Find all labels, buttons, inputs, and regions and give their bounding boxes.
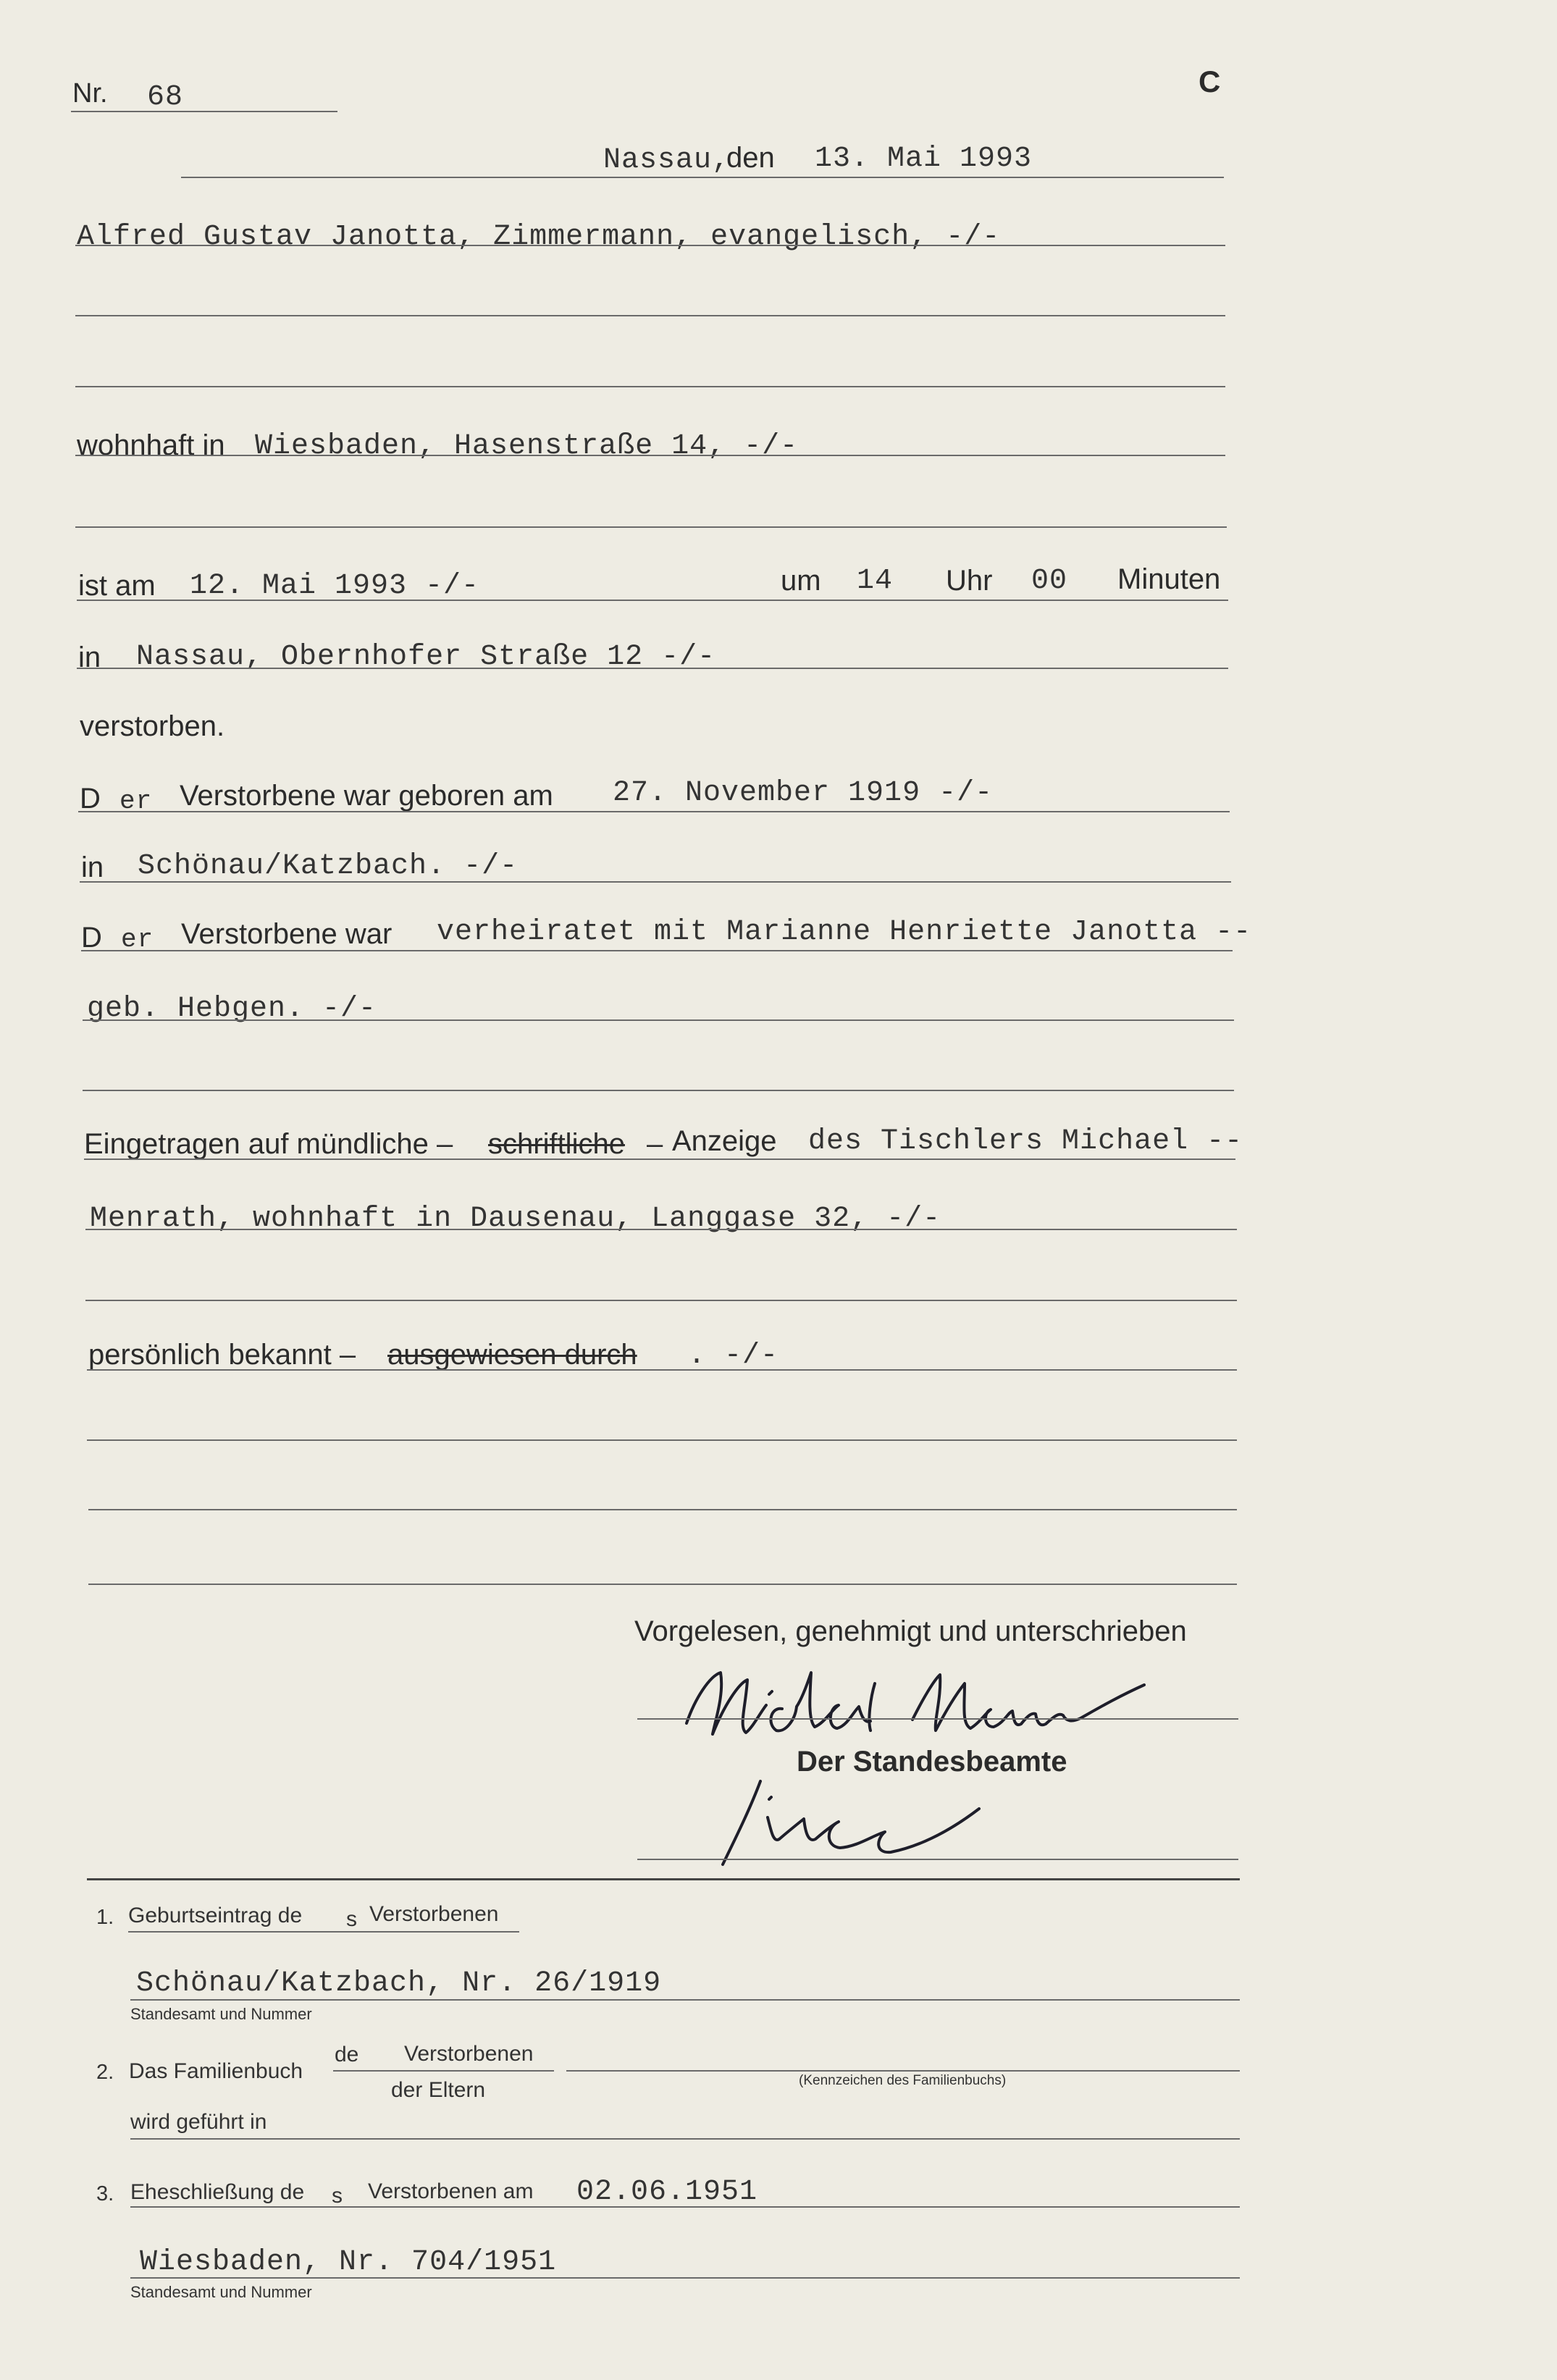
read-approved-label: Vorgelesen, genehmigt und unterschrieben xyxy=(634,1615,1187,1647)
death-place: Nassau, Obernhofer Straße 12 -/- xyxy=(136,641,716,673)
identity-struck-option: ausgewiesen durch xyxy=(387,1339,637,1371)
death-place-line xyxy=(77,668,1228,669)
birth-text: Verstorbene war geboren am xyxy=(180,780,553,812)
identity-value: . -/- xyxy=(688,1340,779,1372)
nr-label: Nr. xyxy=(72,78,108,109)
report-label: Eingetragen auf mündliche – xyxy=(84,1128,453,1160)
note2-wird-label: wird geführt in xyxy=(130,2110,267,2134)
death-place-label: in xyxy=(78,642,101,673)
birth-date-line xyxy=(78,811,1230,812)
note2-verstorbenen: Verstorbenen xyxy=(404,2042,534,2066)
birth-d-label: D xyxy=(80,783,101,815)
registrar-signature xyxy=(717,1767,1007,1883)
marriage-d-label: D xyxy=(81,922,102,954)
note3-value-line xyxy=(130,2277,1240,2279)
death-minutes: 00 xyxy=(1031,565,1068,597)
residence-line xyxy=(75,455,1225,456)
note3-label: Eheschließung de xyxy=(130,2180,305,2204)
report-struck-option: schriftliche xyxy=(488,1128,625,1160)
um-label: um xyxy=(781,565,821,597)
identity-label: persönlich bekannt – xyxy=(88,1339,356,1371)
blank-line xyxy=(85,1300,1237,1301)
reporter-continued: Menrath, wohnhaft in Dausenau, Langgase 32, -/- xyxy=(90,1203,941,1235)
anzeige-label: Anzeige xyxy=(672,1125,777,1157)
blank-line xyxy=(88,1584,1237,1585)
note1-caption: Standesamt und Nummer xyxy=(130,2005,312,2023)
reporter: des Tischlers Michael -- xyxy=(808,1125,1243,1158)
note3-label-b: Verstorbenen am xyxy=(368,2179,534,2203)
residence-label: wohnhaft in xyxy=(77,429,225,461)
notes-separator xyxy=(87,1878,1240,1880)
note2-caption: (Kennzeichen des Familienbuchs) xyxy=(799,2073,1007,2088)
birth-place-line xyxy=(80,881,1231,883)
note3-suffix: s xyxy=(332,2184,343,2208)
note3-line xyxy=(130,2206,1240,2208)
verstorben-label: verstorben. xyxy=(80,710,225,742)
note3-caption: Standesamt und Nummer xyxy=(130,2283,312,2301)
marriage-er-suffix: er xyxy=(121,925,154,954)
note2-wird-line xyxy=(130,2138,1240,2140)
note2-number: 2. xyxy=(96,2061,114,2084)
note1-line xyxy=(130,1999,1240,2001)
note1-label-underline xyxy=(128,1931,519,1933)
nr-underline xyxy=(71,111,337,112)
reporter-signature-line xyxy=(637,1718,1238,1720)
report-line xyxy=(84,1159,1235,1160)
nr-value: 68 xyxy=(147,81,184,114)
registrar-signature-line xyxy=(637,1859,1238,1860)
note2-fraction-line xyxy=(333,2070,554,2072)
birth-place-label: in xyxy=(81,851,104,883)
place-date-line xyxy=(181,177,1224,178)
note1-suffix: s xyxy=(346,1907,357,1931)
registrar-label: Der Standesbeamte xyxy=(797,1746,1067,1778)
note3-number: 3. xyxy=(96,2182,114,2206)
note2-value-line xyxy=(566,2070,1240,2072)
document-date: 13. Mai 1993 xyxy=(815,143,1033,175)
place: Nassau, xyxy=(603,144,731,177)
blank-line xyxy=(83,1090,1234,1091)
blank-line xyxy=(87,1439,1237,1441)
person-details: Alfred Gustav Janotta, Zimmermann, evangelisch, -/- xyxy=(77,221,1001,253)
death-date-line xyxy=(77,600,1228,601)
birth-place: Schönau/Katzbach. -/- xyxy=(138,850,519,883)
corner-letter: C xyxy=(1199,64,1221,98)
marriage-value-continued: geb. Hebgen. -/- xyxy=(87,993,377,1025)
death-date: 12. Mai 1993 -/- xyxy=(190,570,480,602)
marriage-line-2 xyxy=(83,1019,1234,1021)
report-line-2 xyxy=(85,1229,1237,1230)
identity-line xyxy=(87,1369,1237,1371)
blank-line xyxy=(75,386,1225,387)
death-date-label: ist am xyxy=(78,570,156,602)
note1-label-b: Verstorbenen xyxy=(369,1902,499,1926)
blank-line xyxy=(88,1509,1237,1510)
note2-de: de xyxy=(335,2043,359,2066)
birth-date: 27. November 1919 -/- xyxy=(613,777,994,810)
blank-line xyxy=(75,526,1227,528)
note1-number: 1. xyxy=(96,1906,114,1929)
marriage-line xyxy=(81,950,1233,951)
marriage-text: Verstorbene war xyxy=(181,918,393,950)
note3-value: Wiesbaden, Nr. 704/1951 xyxy=(140,2246,557,2279)
report-dash: – xyxy=(647,1128,663,1160)
note2-eltern: der Eltern xyxy=(391,2078,486,2102)
note1-label: Geburtseintrag de xyxy=(128,1904,303,1927)
note1-value: Schönau/Katzbach, Nr. 26/1919 xyxy=(136,1967,662,2000)
note2-label: Das Familienbuch xyxy=(129,2059,303,2083)
residence-value: Wiesbaden, Hasenstraße 14, -/- xyxy=(255,430,799,463)
minuten-label: Minuten xyxy=(1117,563,1221,595)
birth-er-suffix: er xyxy=(119,786,153,816)
den-label: den xyxy=(726,142,775,174)
blank-line xyxy=(75,315,1225,316)
marriage-value: verheiratet mit Marianne Henriette Janotta -- xyxy=(437,916,1252,949)
uhr-label: Uhr xyxy=(946,565,993,597)
person-line xyxy=(75,245,1225,246)
note3-date: 02.06.1951 xyxy=(576,2176,758,2208)
death-hour: 14 xyxy=(857,565,894,597)
